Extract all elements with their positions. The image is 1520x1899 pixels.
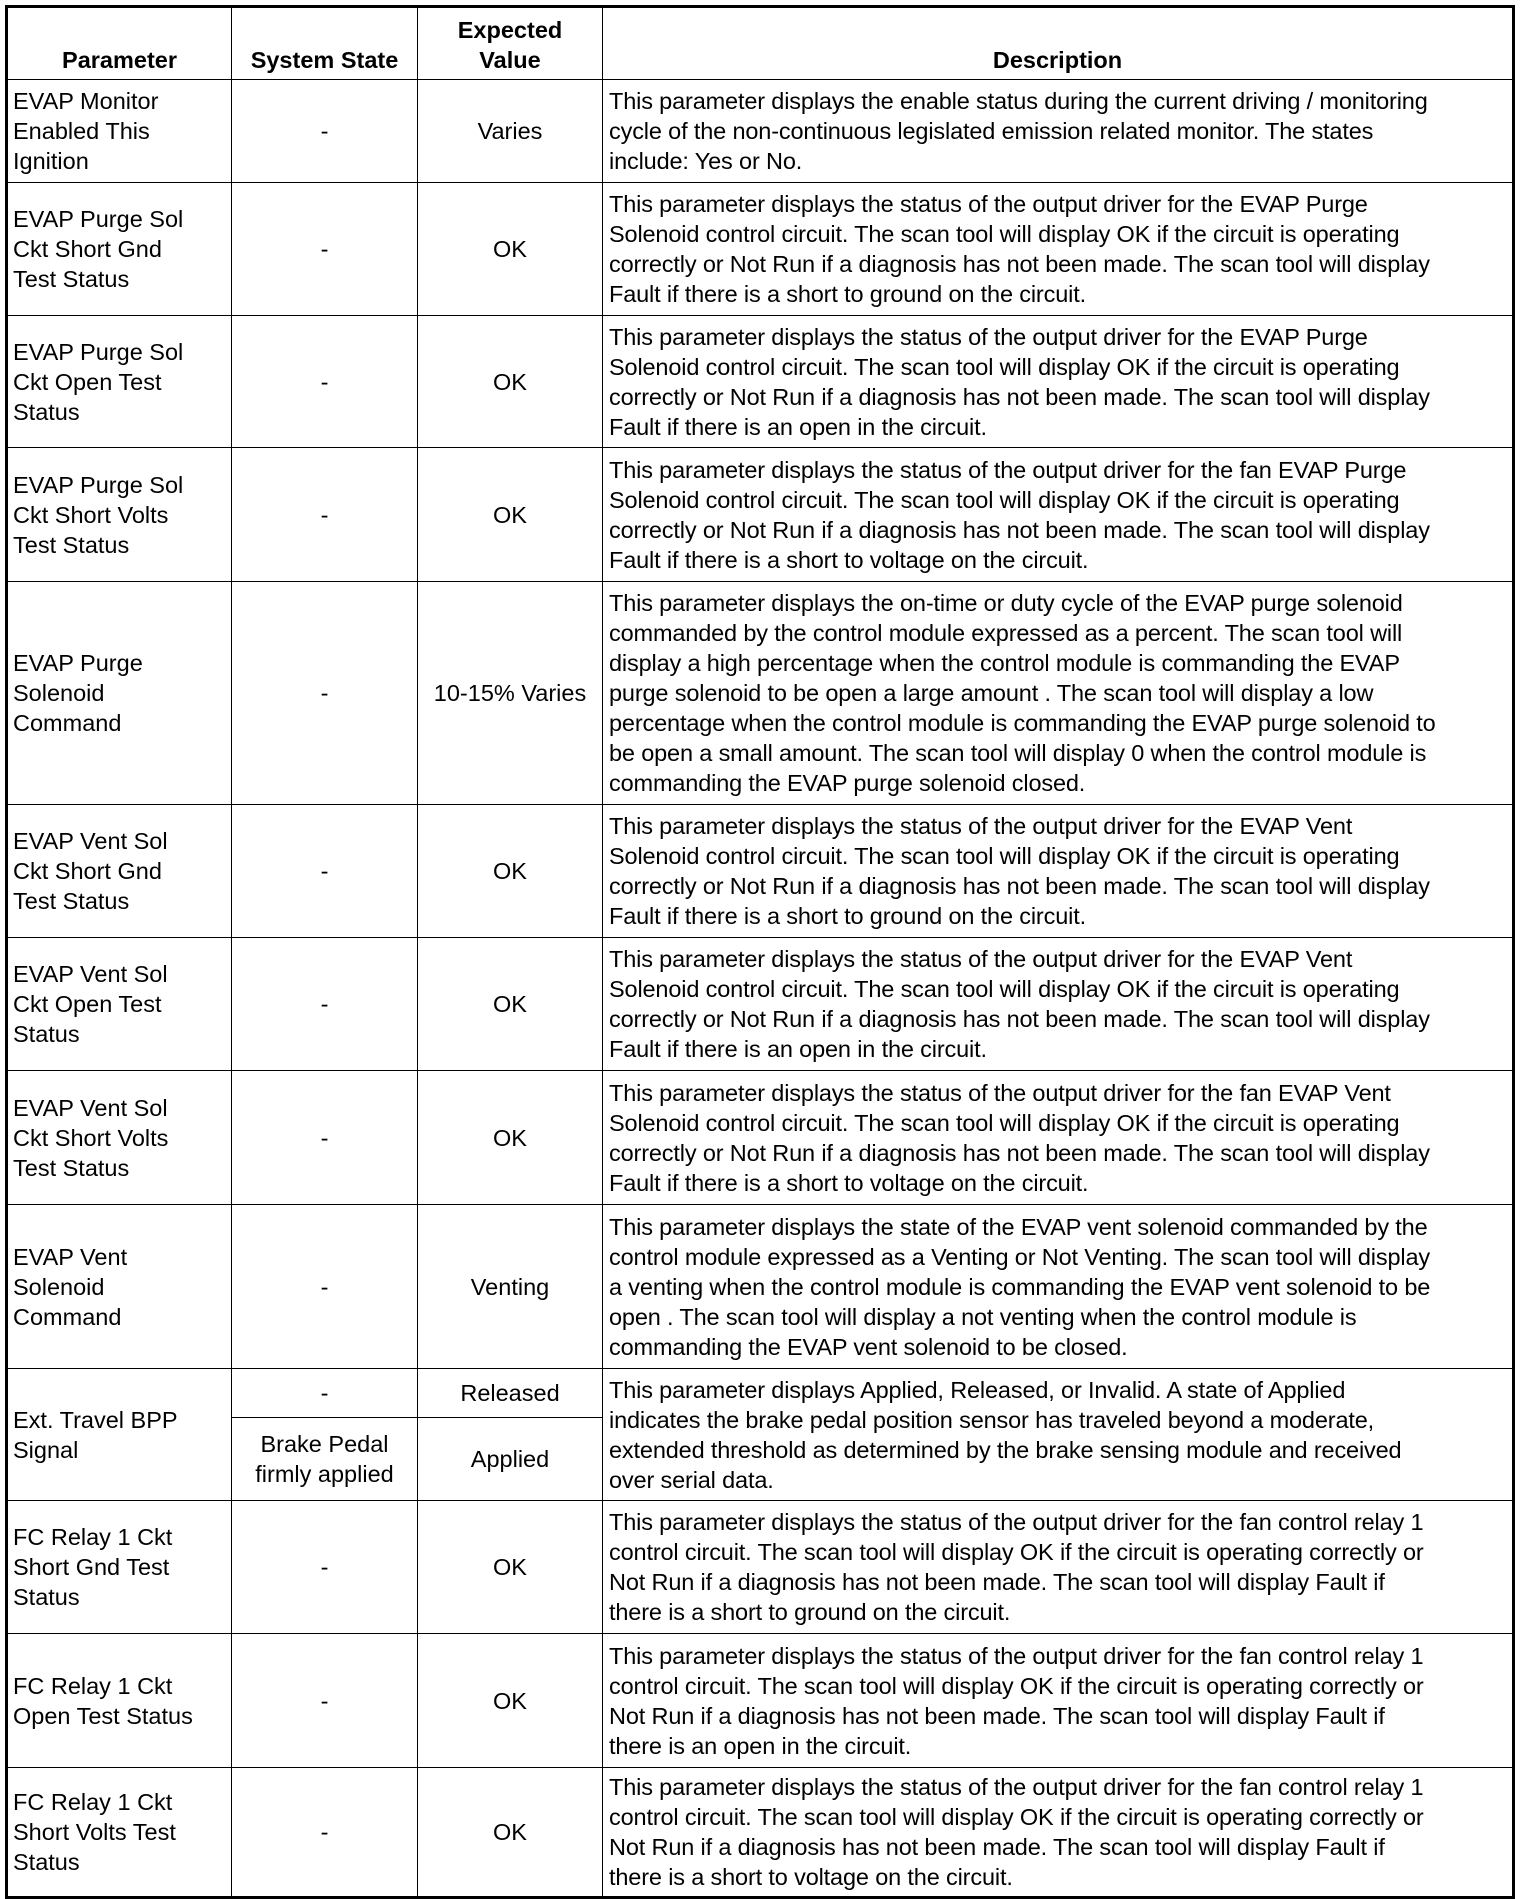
table-row (7, 183, 1514, 316)
system-state-cell: - (232, 316, 418, 448)
table-row (7, 1501, 1514, 1634)
description-cell: This parameter displays the on-time or duty cycle of the EVAP purge solenoid commanded by the control module expressed as a percent. The scan tool will display a high percentage when the control module is commanding the EVAP purge solenoid to be open a large amount . The scan tool will display a low percentage when the control module is commanding the EVAP purge solenoid to be open a small amount. The scan tool will display 0 when the control module is commanding the EVAP purge solenoid closed. (603, 582, 1514, 805)
parameter-cell: EVAP Monitor Enabled This Ignition (7, 80, 232, 183)
table-row (7, 1205, 1514, 1369)
system-state-cell: - (232, 1768, 418, 1898)
description-cell: This parameter displays the enable status during the current driving / monitoring cycle of the non-continuous legislated emission related monitor. The states include: Yes or No. (603, 80, 1514, 183)
parameter-table (5, 5, 1515, 1899)
system-state-cell: - (232, 805, 418, 938)
expected-value-cell: OK (418, 805, 603, 938)
parameter-cell: FC Relay 1 Ckt Short Volts Test Status (7, 1768, 232, 1898)
expected-value-cell: OK (418, 1071, 603, 1205)
description-cell: This parameter displays the state of the EVAP vent solenoid commanded by the control module expressed as a Venting or Not Venting. The scan tool will display a venting when the control module is commanding the EVAP vent solenoid to be open . The scan tool will display a not venting when the control module is commanding the EVAP vent solenoid to be closed. (603, 1205, 1514, 1369)
description-cell: This parameter displays Applied, Released, or Invalid. A state of Applied indicates the brake pedal position sensor has traveled beyond a moderate, extended threshold as determined by the brake sensing module and received over serial data. (603, 1369, 1514, 1501)
expected-value-cell: OK (418, 938, 603, 1071)
expected-value-cell: 10-15% Varies (418, 582, 603, 805)
parameter-cell: EVAP Vent Sol Ckt Short Volts Test Status (7, 1071, 232, 1205)
system-state-cell: - (232, 80, 418, 183)
table-row (7, 80, 1514, 183)
expected-value-cell: OK (418, 316, 603, 448)
expected-value-cell: OK (418, 183, 603, 316)
parameter-cell: EVAP Purge Sol Ckt Open Test Status (7, 316, 232, 448)
description-cell: This parameter displays the status of the output driver for the fan control relay 1 control circuit. The scan tool will display OK if the circuit is operating correctly or Not Run if a diagnosis has not been made. The scan tool will display Fault if there is a short to voltage on the circuit. (603, 1768, 1514, 1898)
system-state-cell: - (232, 582, 418, 805)
header-system-state: System State (232, 7, 418, 80)
parameter-cell: EVAP Vent Solenoid Command (7, 1205, 232, 1369)
description-cell: This parameter displays the status of the output driver for the EVAP Purge Solenoid control circuit. The scan tool will display OK if the circuit is operating correctly or Not Run if a diagnosis has not been made. The scan tool will display Fault if there is an open in the circuit. (603, 316, 1514, 448)
parameter-cell: FC Relay 1 Ckt Open Test Status (7, 1634, 232, 1768)
description-cell: This parameter displays the status of the output driver for the fan EVAP Vent Solenoid control circuit. The scan tool will display OK if the circuit is operating correctly or Not Run if a diagnosis has not been made. The scan tool will display Fault if there is a short to voltage on the circuit. (603, 1071, 1514, 1205)
table-row (7, 938, 1514, 1071)
header-row (7, 7, 1514, 80)
description-cell: This parameter displays the status of the output driver for the EVAP Vent Solenoid control circuit. The scan tool will display OK if the circuit is operating correctly or Not Run if a diagnosis has not been made. The scan tool will display Fault if there is a short to ground on the circuit. (603, 805, 1514, 938)
system-state-cell: - (232, 938, 418, 1071)
description-cell: This parameter displays the status of the output driver for the fan control relay 1 control circuit. The scan tool will display OK if the circuit is operating correctly or Not Run if a diagnosis has not been made. The scan tool will display Fault if there is an open in the circuit. (603, 1634, 1514, 1768)
description-cell: This parameter displays the status of the output driver for the fan control relay 1 control circuit. The scan tool will display OK if the circuit is operating correctly or Not Run if a diagnosis has not been made. The scan tool will display Fault if there is a short to ground on the circuit. (603, 1501, 1514, 1634)
parameter-cell: FC Relay 1 Ckt Short Gnd Test Status (7, 1501, 232, 1634)
table-row (7, 805, 1514, 938)
expected-value-cell: Released (418, 1369, 603, 1418)
table-row (7, 316, 1514, 448)
expected-value-cell: Applied (418, 1418, 603, 1501)
parameter-cell: EVAP Vent Sol Ckt Short Gnd Test Status (7, 805, 232, 938)
expected-value-cell: OK (418, 448, 603, 582)
system-state-cell: - (232, 183, 418, 316)
description-cell: This parameter displays the status of the output driver for the EVAP Purge Solenoid control circuit. The scan tool will display OK if the circuit is operating correctly or Not Run if a diagnosis has not been made. The scan tool will display Fault if there is a short to ground on the circuit. (603, 183, 1514, 316)
parameter-cell: Ext. Travel BPP Signal (7, 1369, 232, 1501)
description-cell: This parameter displays the status of the output driver for the fan EVAP Purge Solenoid control circuit. The scan tool will display OK if the circuit is operating correctly or Not Run if a diagnosis has not been made. The scan tool will display Fault if there is a short to voltage on the circuit. (603, 448, 1514, 582)
expected-value-cell: Venting (418, 1205, 603, 1369)
description-cell: This parameter displays the status of the output driver for the EVAP Vent Solenoid control circuit. The scan tool will display OK if the circuit is operating correctly or Not Run if a diagnosis has not been made. The scan tool will display Fault if there is an open in the circuit. (603, 938, 1514, 1071)
table-row (7, 1369, 1514, 1418)
table-row (7, 1768, 1514, 1898)
system-state-cell: Brake Pedal firmly applied (232, 1418, 418, 1501)
system-state-cell: - (232, 1634, 418, 1768)
parameter-cell: EVAP Vent Sol Ckt Open Test Status (7, 938, 232, 1071)
expected-value-cell: OK (418, 1768, 603, 1898)
table-row (7, 448, 1514, 582)
header-expected-value: Expected Value (418, 7, 603, 80)
expected-value-cell: OK (418, 1634, 603, 1768)
table-row (7, 1634, 1514, 1768)
header-description: Description (603, 7, 1514, 80)
system-state-cell: - (232, 448, 418, 582)
table-row (7, 1071, 1514, 1205)
expected-value-cell: OK (418, 1501, 603, 1634)
expected-value-cell: Varies (418, 80, 603, 183)
table-row (7, 582, 1514, 805)
parameter-cell: EVAP Purge Sol Ckt Short Gnd Test Status (7, 183, 232, 316)
parameter-cell: EVAP Purge Sol Ckt Short Volts Test Status (7, 448, 232, 582)
system-state-cell: - (232, 1071, 418, 1205)
header-parameter: Parameter (7, 7, 232, 80)
parameter-cell: EVAP Purge Solenoid Command (7, 582, 232, 805)
system-state-cell: - (232, 1501, 418, 1634)
system-state-cell: - (232, 1369, 418, 1418)
system-state-cell: - (232, 1205, 418, 1369)
